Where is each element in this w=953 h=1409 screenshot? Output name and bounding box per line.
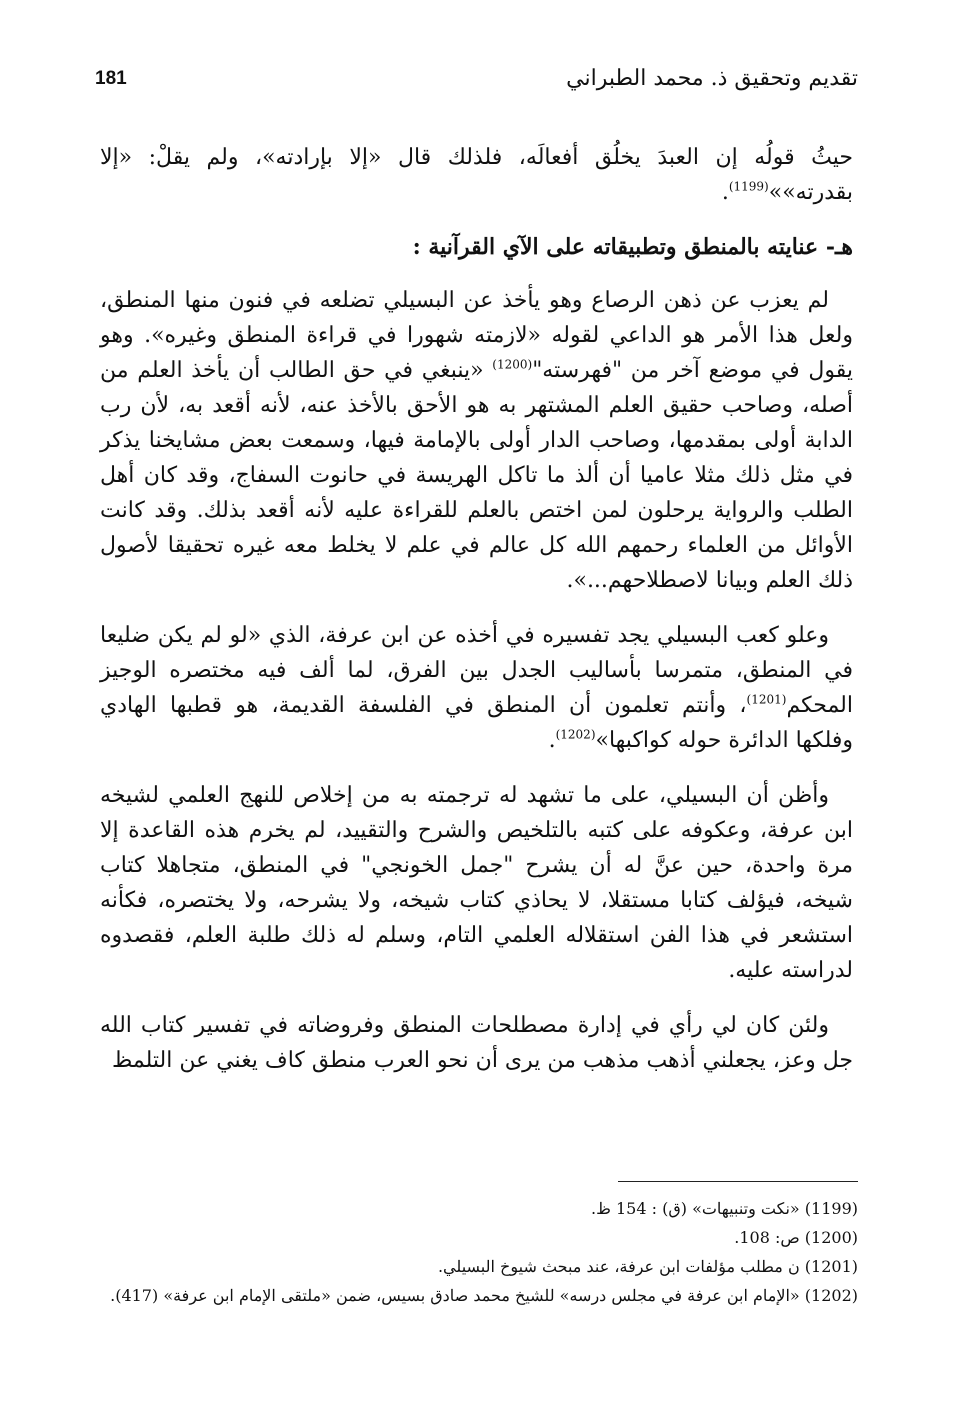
running-title: تقديم وتحقيق ذ. محمد الطبراني: [566, 66, 858, 91]
paragraph-2-text-a: لم يعزب عن ذهن الرصاع وهو يأخذ عن البسيلي تضلعه في فنون منها المنطق، ولعل هذا الأمر هو الداعي لقوله «لازمته شهورا في قراءة المنطق وغيره». وهو يقول في موضع آخر من "فهرسته": [100, 288, 853, 383]
page-number: 181: [95, 68, 127, 89]
body-text: [100, 140, 853, 1098]
paragraph-3-text-a: وعلو كعب البسيلي يجد تفسيره في أخذه عن ابن عرفة، الذي «لو لم يكن ضليعا في المنطق، متمرسا بأساليب الجدل بين الفرق، لما ألف فيه مختصره الوجيز المحكم: [100, 623, 853, 718]
footnote-separator: [618, 1181, 858, 1182]
footnote-1199: (1199) «نكت وتنبيهات» (ق) : 154 ظ.: [591, 1199, 858, 1218]
paragraph-3: [100, 618, 853, 758]
paragraph-1-end: .: [721, 180, 729, 205]
footnote-1202: (1202) «الإمام ابن عرفة في مجلس درسه» للشيخ محمد صادق بسيس، ضمن «ملتقى الإمام ابن عرفة» (417).: [110, 1286, 858, 1305]
paragraph-5: ولئن كان لي رأي في إدارة مصطلحات المنطق وفروضاته في تفسير كتاب الله جل وعز، يجعلني أذهب مذهب من يرى أن نحو العرب منطق كاف يغني عن التلمظ: [100, 1013, 853, 1073]
paragraph-2-text-b: «ينبغي في حق الطالب أن يأخذ العلم من أصله، وصاحب حقيق العلم المشتهر به هو الأحق بالأخذ عنه، لأنه أقعد به، لأن رب الدابة أولى بمقدمها، وصاحب الدار أولى بالإمامة فيها، وسمعت بعض مشايخنا يذكر في مثل ذلك مثلا عاميا أن ألذ ما تاكل الهريسة في حانوت السفاج، وقد كان أهل الطلب والرواية يرحلون لمن اختص بالعلم للقراءة عليه لأنه أقعد بذلك. وقد كانت الأوائل من العلماء رحمهم الله كل عالم في علم لا يخلط معه غيره تحقيقا لأصول ذلك العلم وبيانا لاصطلاحهم...».: [100, 358, 853, 593]
footnote-ref-1202: (1202): [555, 727, 596, 742]
paragraph-3-end: .: [548, 728, 556, 753]
footnote-ref-1201: (1201): [746, 692, 787, 707]
footnote-1201: (1201) ن مطلب مؤلفات ابن عرفة، عند مبحث شيوخ البسيلي.: [437, 1257, 858, 1276]
paragraph-1-text: حيثُ قولُه إن العبدَ يخلُق أفعالَه، فلذلك قال «إلا بإرادته»، ولم يقلْ: «إلا بقدرته»»: [100, 145, 853, 205]
paragraph-2: [100, 283, 853, 598]
footnote-ref-1200: (1200): [492, 357, 533, 372]
header-rule: [95, 104, 858, 105]
paragraph-4: وأظن أن البسيلي، على ما تشهد له ترجمته به من إخلاص للنهج العلمي لشيخه ابن عرفة، وعكوفه على كتبه بالتلخيص والشرح والتقييد، لم يخرم هذه القاعدة إلا مرة واحدة، حين عنَّ له أن يشرح "جمل الخونجي" في المنطق، متجاهلا كتاب شيخه، فيؤلف كتابا مستقلا، لا يحاذي كتاب شيخه، ولا يشرحه، ولا يختصره، فكأنه استشعر في هذا الفن استقلاله العلمي التام، وسلم له ذلك طلبة العلم، فقصدوه لدراسته عليه.: [100, 783, 853, 983]
paragraph-1: [100, 140, 853, 210]
section-heading: هـ- عنايته بالمنطق وتطبيقاته على الآي القرآنية :: [412, 234, 853, 260]
footnote-1200: (1200) ص: 108.: [734, 1228, 858, 1247]
page-header: [95, 62, 858, 102]
paragraph-3-text-b: ، وأنتم تعلمون أن المنطق في الفلسفة القديمة، هو قطبها الهادي وفلكها الدائرة حوله كواكبها»: [100, 693, 853, 753]
footnotes: [95, 1194, 858, 1310]
footnote-ref-1199: (1199): [728, 179, 769, 194]
